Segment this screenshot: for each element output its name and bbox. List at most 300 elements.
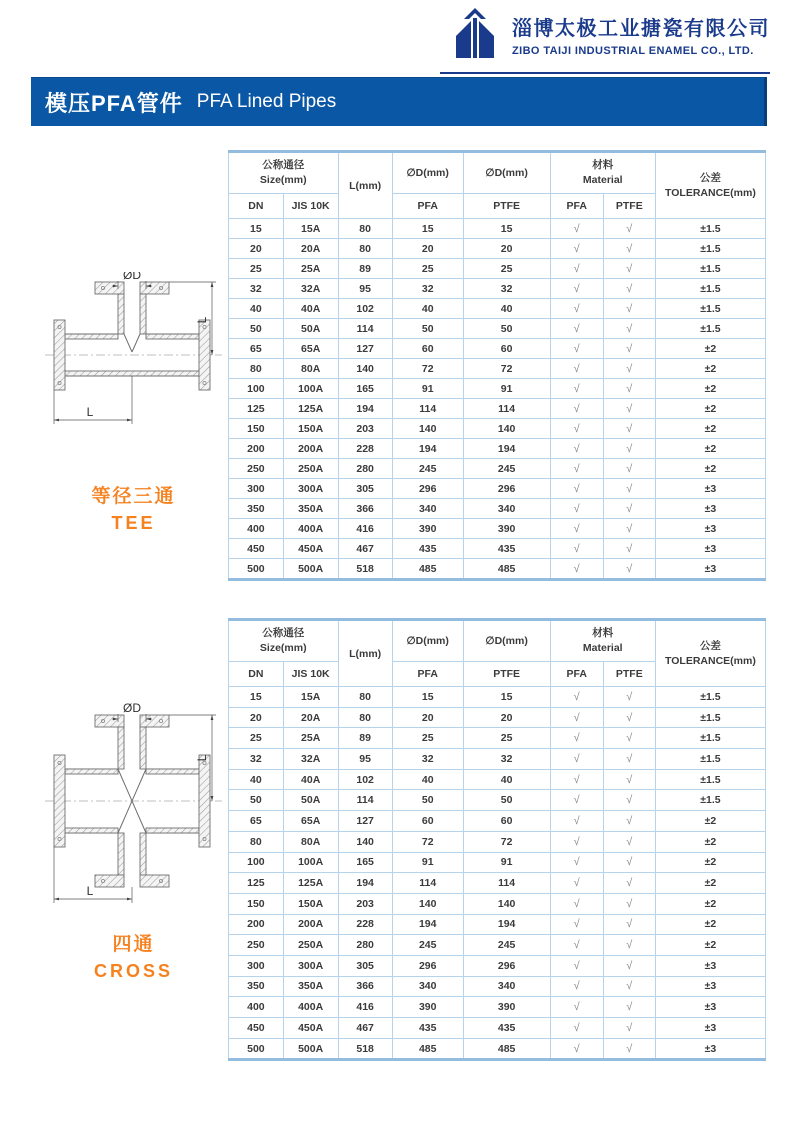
cell-tolerance: ±2 <box>655 893 765 914</box>
table-row <box>229 219 766 239</box>
cell-jis: 150A <box>283 893 338 914</box>
tee-label-en: TEE <box>111 513 156 533</box>
cell-d-pfa: 32 <box>392 749 463 770</box>
table-row <box>229 319 766 339</box>
col-header-dn: DN <box>229 662 284 687</box>
cell-check-ptfe: √ <box>603 976 655 997</box>
tee-diagram <box>42 272 225 444</box>
col-header-material <box>550 152 655 194</box>
cell-check-ptfe: √ <box>603 811 655 832</box>
cell-d-ptfe: 485 <box>463 559 550 580</box>
cell-d-ptfe: 194 <box>463 914 550 935</box>
cell-d-ptfe: 435 <box>463 539 550 559</box>
cell-jis: 25A <box>283 259 338 279</box>
cell-tolerance: ±3 <box>655 976 765 997</box>
cross-dim-label-d: ØD <box>123 703 141 715</box>
cell-tolerance: ±1.5 <box>655 769 765 790</box>
cell-check-ptfe: √ <box>603 239 655 259</box>
cell-d-ptfe: 296 <box>463 479 550 499</box>
cell-jis: 15A <box>283 219 338 239</box>
cell-check-pfa: √ <box>550 559 603 580</box>
cell-check-ptfe: √ <box>603 935 655 956</box>
cell-l: 467 <box>338 539 392 559</box>
cell-check-ptfe: √ <box>603 539 655 559</box>
cell-l: 194 <box>338 399 392 419</box>
cell-jis: 450A <box>283 1018 338 1039</box>
table-row <box>229 419 766 439</box>
cell-jis: 450A <box>283 539 338 559</box>
cell-jis: 250A <box>283 459 338 479</box>
cell-tolerance: ±2 <box>655 852 765 873</box>
cell-check-pfa: √ <box>550 873 603 894</box>
cell-dn: 350 <box>229 499 284 519</box>
cell-d-ptfe: 485 <box>463 1038 550 1060</box>
cell-l: 102 <box>338 769 392 790</box>
cell-d-ptfe: 25 <box>463 728 550 749</box>
cell-d-ptfe: 60 <box>463 339 550 359</box>
cell-check-pfa: √ <box>550 769 603 790</box>
col-header-sub-ptfe: PTFE <box>463 194 550 219</box>
cell-jis: 300A <box>283 479 338 499</box>
cell-jis: 200A <box>283 914 338 935</box>
cross-figure <box>42 703 225 982</box>
header-divider <box>440 72 770 74</box>
cell-tolerance: ±2 <box>655 379 765 399</box>
cell-tolerance: ±1.5 <box>655 790 765 811</box>
col-header-sub-ptfe: PTFE <box>463 662 550 687</box>
col-header-mat-ptfe: PTFE <box>603 662 655 687</box>
cell-dn: 250 <box>229 935 284 956</box>
cell-d-ptfe: 32 <box>463 279 550 299</box>
cell-dn: 500 <box>229 1038 284 1060</box>
table-row <box>229 439 766 459</box>
cell-d-ptfe: 114 <box>463 873 550 894</box>
cell-tolerance: ±1.5 <box>655 219 765 239</box>
cell-d-pfa: 340 <box>392 499 463 519</box>
cell-d-ptfe: 340 <box>463 499 550 519</box>
cell-d-pfa: 60 <box>392 339 463 359</box>
cell-dn: 200 <box>229 439 284 459</box>
cell-tolerance: ±2 <box>655 935 765 956</box>
cell-dn: 150 <box>229 893 284 914</box>
cell-dn: 25 <box>229 259 284 279</box>
cell-tolerance: ±2 <box>655 419 765 439</box>
cell-d-pfa: 15 <box>392 219 463 239</box>
col-header-tolerance-en: TOLERANCE(mm) <box>665 654 756 667</box>
cell-l: 366 <box>338 976 392 997</box>
cell-check-pfa: √ <box>550 728 603 749</box>
cell-tolerance: ±1.5 <box>655 728 765 749</box>
cell-check-pfa: √ <box>550 279 603 299</box>
col-header-size <box>229 152 339 194</box>
col-header-length: L(mm) <box>338 620 392 687</box>
cell-jis: 200A <box>283 439 338 459</box>
table-row <box>229 852 766 873</box>
cell-d-ptfe: 435 <box>463 1018 550 1039</box>
page-title-cn: 模压PFA管件 <box>45 90 183 116</box>
table-row <box>229 479 766 499</box>
cell-l: 305 <box>338 955 392 976</box>
cell-check-ptfe: √ <box>603 479 655 499</box>
cell-d-pfa: 40 <box>392 769 463 790</box>
cell-d-pfa: 140 <box>392 419 463 439</box>
cell-jis: 125A <box>283 873 338 894</box>
company-logo-block <box>448 8 770 64</box>
col-header-material-cn: 材料 <box>592 627 614 639</box>
table-row <box>229 279 766 299</box>
table-row <box>229 935 766 956</box>
cell-check-pfa: √ <box>550 319 603 339</box>
cell-jis: 350A <box>283 499 338 519</box>
table-row <box>229 259 766 279</box>
cell-dn: 50 <box>229 319 284 339</box>
cell-check-pfa: √ <box>550 811 603 832</box>
cell-d-pfa: 60 <box>392 811 463 832</box>
cell-check-ptfe: √ <box>603 299 655 319</box>
cell-d-ptfe: 60 <box>463 811 550 832</box>
cell-jis: 250A <box>283 935 338 956</box>
cell-d-pfa: 485 <box>392 559 463 580</box>
cell-tolerance: ±1.5 <box>655 319 765 339</box>
cell-check-ptfe: √ <box>603 955 655 976</box>
cell-check-pfa: √ <box>550 299 603 319</box>
cell-tolerance: ±3 <box>655 539 765 559</box>
company-name-en: ZIBO TAIJI INDUSTRIAL ENAMEL CO., LTD. <box>512 44 754 57</box>
cell-check-ptfe: √ <box>603 687 655 708</box>
cell-check-pfa: √ <box>550 997 603 1018</box>
cell-tolerance: ±2 <box>655 811 765 832</box>
cell-check-pfa: √ <box>550 831 603 852</box>
col-header-tolerance-en: TOLERANCE(mm) <box>665 186 756 199</box>
cell-check-pfa: √ <box>550 519 603 539</box>
cell-dn: 32 <box>229 279 284 299</box>
cell-d-pfa: 91 <box>392 852 463 873</box>
tee-dim-label-l-bottom: L <box>86 405 94 419</box>
cell-d-ptfe: 40 <box>463 769 550 790</box>
col-header-length: L(mm) <box>338 152 392 219</box>
cell-d-pfa: 114 <box>392 399 463 419</box>
cross-table <box>228 618 766 1061</box>
cell-check-pfa: √ <box>550 687 603 708</box>
cell-d-pfa: 340 <box>392 976 463 997</box>
cell-check-pfa: √ <box>550 955 603 976</box>
cell-d-ptfe: 25 <box>463 259 550 279</box>
cell-dn: 250 <box>229 459 284 479</box>
table-row <box>229 1018 766 1039</box>
table-row <box>229 790 766 811</box>
cell-d-pfa: 72 <box>392 359 463 379</box>
cell-check-ptfe: √ <box>603 790 655 811</box>
table-row <box>229 914 766 935</box>
cell-jis: 300A <box>283 955 338 976</box>
cell-d-ptfe: 15 <box>463 219 550 239</box>
cell-d-pfa: 20 <box>392 239 463 259</box>
cell-jis: 25A <box>283 728 338 749</box>
page-title-bar <box>31 77 767 126</box>
cell-jis: 65A <box>283 339 338 359</box>
cell-l: 165 <box>338 852 392 873</box>
cell-jis: 65A <box>283 811 338 832</box>
cell-dn: 20 <box>229 707 284 728</box>
col-header-d-pfa: ∅D(mm) <box>392 152 463 194</box>
col-header-size <box>229 620 339 662</box>
cell-d-ptfe: 114 <box>463 399 550 419</box>
cell-check-ptfe: √ <box>603 1038 655 1060</box>
cell-d-ptfe: 50 <box>463 790 550 811</box>
cell-check-pfa: √ <box>550 1018 603 1039</box>
cell-dn: 450 <box>229 539 284 559</box>
cell-jis: 32A <box>283 279 338 299</box>
cell-l: 228 <box>338 914 392 935</box>
cell-dn: 350 <box>229 976 284 997</box>
cell-check-pfa: √ <box>550 219 603 239</box>
cell-dn: 80 <box>229 359 284 379</box>
cell-jis: 50A <box>283 790 338 811</box>
cell-dn: 15 <box>229 687 284 708</box>
cell-dn: 100 <box>229 379 284 399</box>
cell-l: 228 <box>338 439 392 459</box>
cell-check-pfa: √ <box>550 790 603 811</box>
cell-check-pfa: √ <box>550 539 603 559</box>
col-header-dn: DN <box>229 194 284 219</box>
cell-l: 140 <box>338 359 392 379</box>
cell-check-pfa: √ <box>550 893 603 914</box>
cell-d-ptfe: 72 <box>463 831 550 852</box>
cell-jis: 400A <box>283 997 338 1018</box>
taiji-tower-logo-icon <box>448 8 502 64</box>
cell-d-pfa: 91 <box>392 379 463 399</box>
cell-check-pfa: √ <box>550 707 603 728</box>
cell-check-ptfe: √ <box>603 379 655 399</box>
cell-l: 280 <box>338 459 392 479</box>
cell-dn: 50 <box>229 790 284 811</box>
cell-l: 127 <box>338 339 392 359</box>
table-row <box>229 399 766 419</box>
cell-d-ptfe: 91 <box>463 379 550 399</box>
cell-check-ptfe: √ <box>603 519 655 539</box>
company-name-cn: 淄博太极工业搪瓷有限公司 <box>512 17 770 40</box>
cell-check-ptfe: √ <box>603 359 655 379</box>
cell-d-ptfe: 245 <box>463 459 550 479</box>
col-header-mat-pfa: PFA <box>550 662 603 687</box>
cell-check-pfa: √ <box>550 914 603 935</box>
cell-check-ptfe: √ <box>603 399 655 419</box>
cell-l: 80 <box>338 687 392 708</box>
cell-l: 305 <box>338 479 392 499</box>
cell-d-pfa: 194 <box>392 914 463 935</box>
cell-tolerance: ±1.5 <box>655 279 765 299</box>
cell-jis: 80A <box>283 831 338 852</box>
cell-l: 80 <box>338 707 392 728</box>
col-header-material-cn: 材料 <box>592 159 614 171</box>
cell-l: 127 <box>338 811 392 832</box>
table-row <box>229 539 766 559</box>
cell-check-pfa: √ <box>550 419 603 439</box>
cell-check-pfa: √ <box>550 852 603 873</box>
cell-l: 203 <box>338 419 392 439</box>
tee-table <box>228 150 766 581</box>
cell-d-pfa: 50 <box>392 319 463 339</box>
cell-tolerance: ±3 <box>655 1018 765 1039</box>
col-header-tolerance <box>655 152 765 219</box>
cell-tolerance: ±1.5 <box>655 239 765 259</box>
cell-d-ptfe: 72 <box>463 359 550 379</box>
cell-l: 80 <box>338 219 392 239</box>
cell-check-ptfe: √ <box>603 707 655 728</box>
cell-tolerance: ±2 <box>655 831 765 852</box>
cell-d-pfa: 40 <box>392 299 463 319</box>
cell-tolerance: ±3 <box>655 479 765 499</box>
cell-dn: 15 <box>229 219 284 239</box>
cell-dn: 150 <box>229 419 284 439</box>
cross-dim-label-l-bottom: L <box>86 884 94 898</box>
cell-tolerance: ±3 <box>655 997 765 1018</box>
cell-l: 114 <box>338 790 392 811</box>
cell-check-pfa: √ <box>550 479 603 499</box>
cell-jis: 50A <box>283 319 338 339</box>
cell-check-pfa: √ <box>550 439 603 459</box>
col-header-d-ptfe: ∅D(mm) <box>463 620 550 662</box>
col-header-size-en: Size(mm) <box>259 174 307 186</box>
cell-tolerance: ±1.5 <box>655 707 765 728</box>
col-header-d-ptfe: ∅D(mm) <box>463 152 550 194</box>
cell-l: 467 <box>338 1018 392 1039</box>
table-row <box>229 831 766 852</box>
cell-jis: 350A <box>283 976 338 997</box>
cell-check-pfa: √ <box>550 1038 603 1060</box>
cell-d-ptfe: 20 <box>463 707 550 728</box>
cell-check-ptfe: √ <box>603 769 655 790</box>
cell-check-pfa: √ <box>550 976 603 997</box>
cell-l: 165 <box>338 379 392 399</box>
cell-l: 89 <box>338 728 392 749</box>
cross-label-en: CROSS <box>93 961 173 981</box>
cell-tolerance: ±1.5 <box>655 259 765 279</box>
table-row <box>229 1038 766 1060</box>
cell-l: 80 <box>338 239 392 259</box>
cell-check-ptfe: √ <box>603 279 655 299</box>
table-row <box>229 379 766 399</box>
cell-d-ptfe: 40 <box>463 299 550 319</box>
cell-check-pfa: √ <box>550 935 603 956</box>
cell-l: 140 <box>338 831 392 852</box>
table-row <box>229 499 766 519</box>
cell-d-pfa: 15 <box>392 687 463 708</box>
cell-jis: 500A <box>283 559 338 580</box>
cell-l: 518 <box>338 559 392 580</box>
cell-d-pfa: 435 <box>392 539 463 559</box>
table-row <box>229 728 766 749</box>
cell-check-ptfe: √ <box>603 559 655 580</box>
table-row <box>229 707 766 728</box>
cell-d-ptfe: 296 <box>463 955 550 976</box>
cell-d-ptfe: 245 <box>463 935 550 956</box>
cell-tolerance: ±3 <box>655 519 765 539</box>
col-header-mat-pfa: PFA <box>550 194 603 219</box>
cell-d-ptfe: 390 <box>463 519 550 539</box>
cell-l: 518 <box>338 1038 392 1060</box>
cell-dn: 400 <box>229 997 284 1018</box>
col-header-d-pfa: ∅D(mm) <box>392 620 463 662</box>
cell-d-pfa: 245 <box>392 935 463 956</box>
cell-check-ptfe: √ <box>603 749 655 770</box>
cell-d-pfa: 390 <box>392 519 463 539</box>
page-title-en: PFA Lined Pipes <box>196 91 337 112</box>
table-row <box>229 976 766 997</box>
cell-jis: 20A <box>283 239 338 259</box>
table-row <box>229 955 766 976</box>
cell-d-pfa: 20 <box>392 707 463 728</box>
cell-d-pfa: 25 <box>392 259 463 279</box>
cell-check-pfa: √ <box>550 259 603 279</box>
cell-check-ptfe: √ <box>603 439 655 459</box>
cell-l: 203 <box>338 893 392 914</box>
cell-l: 114 <box>338 319 392 339</box>
cross-label-cn: 四通 <box>112 934 155 955</box>
cell-jis: 32A <box>283 749 338 770</box>
cell-tolerance: ±2 <box>655 459 765 479</box>
cell-check-pfa: √ <box>550 499 603 519</box>
col-header-size-cn: 公称通径 <box>262 159 305 171</box>
cell-d-pfa: 25 <box>392 728 463 749</box>
cell-dn: 300 <box>229 955 284 976</box>
cell-tolerance: ±1.5 <box>655 687 765 708</box>
cell-check-ptfe: √ <box>603 499 655 519</box>
col-header-tolerance <box>655 620 765 687</box>
cell-check-ptfe: √ <box>603 319 655 339</box>
col-header-mat-ptfe: PTFE <box>603 194 655 219</box>
cell-dn: 65 <box>229 811 284 832</box>
cell-l: 416 <box>338 997 392 1018</box>
cell-d-pfa: 296 <box>392 479 463 499</box>
cell-l: 194 <box>338 873 392 894</box>
cell-dn: 80 <box>229 831 284 852</box>
cell-d-pfa: 72 <box>392 831 463 852</box>
cell-tolerance: ±3 <box>655 559 765 580</box>
cell-check-pfa: √ <box>550 339 603 359</box>
cell-l: 102 <box>338 299 392 319</box>
table-row <box>229 239 766 259</box>
cell-d-pfa: 435 <box>392 1018 463 1039</box>
table-row <box>229 811 766 832</box>
cell-d-pfa: 485 <box>392 1038 463 1060</box>
tee-label-cn: 等径三通 <box>91 486 176 507</box>
cell-check-pfa: √ <box>550 239 603 259</box>
cell-d-pfa: 50 <box>392 790 463 811</box>
cell-dn: 40 <box>229 299 284 319</box>
col-header-sub-pfa: PFA <box>392 194 463 219</box>
cell-d-ptfe: 15 <box>463 687 550 708</box>
cell-tolerance: ±3 <box>655 499 765 519</box>
cell-d-pfa: 296 <box>392 955 463 976</box>
cell-jis: 80A <box>283 359 338 379</box>
cell-d-ptfe: 140 <box>463 419 550 439</box>
cell-l: 366 <box>338 499 392 519</box>
cell-check-ptfe: √ <box>603 419 655 439</box>
cell-l: 95 <box>338 749 392 770</box>
table-row <box>229 359 766 379</box>
cell-jis: 100A <box>283 852 338 873</box>
table-row <box>229 769 766 790</box>
cell-l: 280 <box>338 935 392 956</box>
tee-spec-table <box>228 150 766 581</box>
cell-check-ptfe: √ <box>603 219 655 239</box>
col-header-material-en: Material <box>582 642 623 654</box>
col-header-tolerance-cn: 公差 <box>699 171 721 184</box>
cell-dn: 300 <box>229 479 284 499</box>
cell-tolerance: ±2 <box>655 359 765 379</box>
table-row <box>229 873 766 894</box>
